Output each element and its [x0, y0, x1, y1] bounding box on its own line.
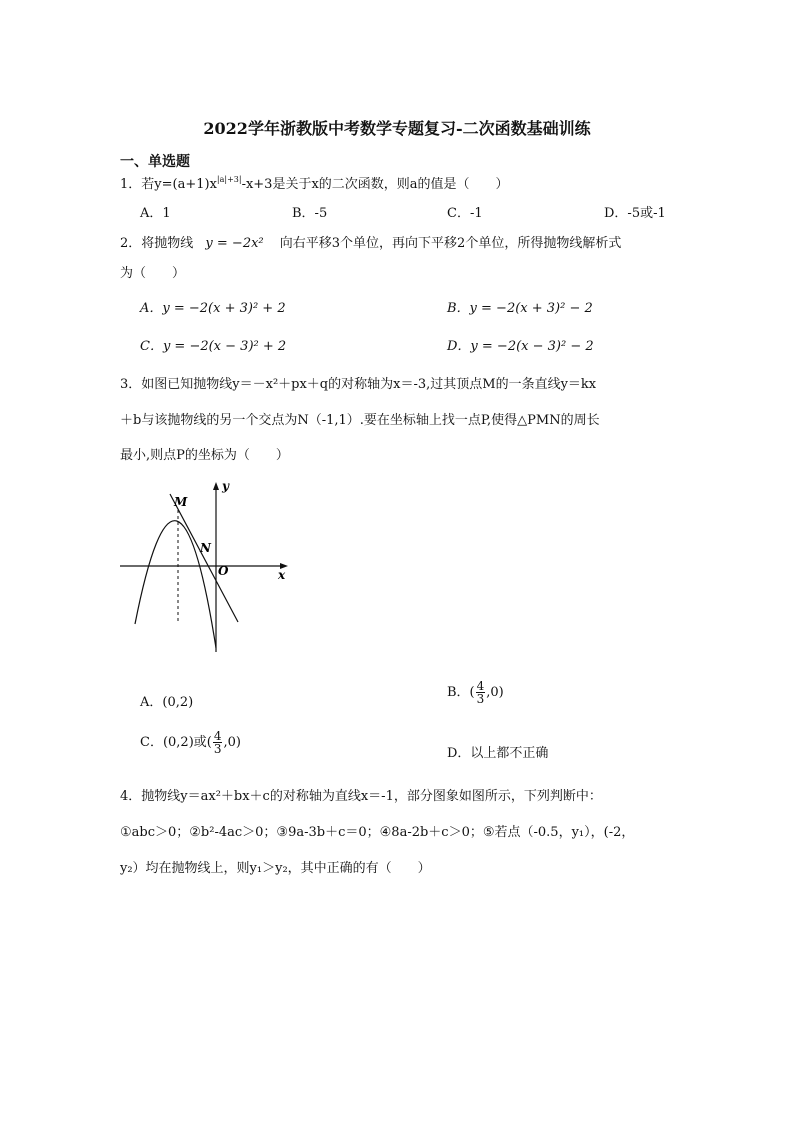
section-heading: 一、单选题: [120, 154, 190, 170]
q2-option-b[interactable]: B．y = −2(x + 3)² − 2: [447, 301, 593, 316]
question-4-line-3: y₂）均在抛物线上，则y₁＞y₂，其中正确的有（ ）: [120, 861, 431, 876]
q1-exponent: |a|+3|: [216, 175, 242, 184]
q3-label-m: M: [174, 495, 188, 509]
q1-option-d[interactable]: D．-5或-1: [604, 206, 666, 221]
q2-stem-pre: 2．将抛物线: [120, 236, 194, 251]
q1-option-c[interactable]: C．-1: [447, 206, 483, 221]
q3-option-b[interactable]: [447, 680, 504, 705]
question-2-line-2: 为（ ）: [120, 266, 186, 281]
q3-option-b-fraction: [476, 680, 486, 705]
q3-option-a[interactable]: A．(0,2): [140, 695, 194, 710]
q3-option-c-pre: C．(0,2)或(: [140, 735, 212, 750]
q3-option-b-post: ,0): [486, 685, 504, 700]
q3-label-o: O: [218, 564, 229, 578]
q1-option-b[interactable]: B．-5: [292, 206, 328, 221]
q3-option-c-fraction: [213, 730, 223, 755]
question-3-line-3: 最小,则点P的坐标为（ ）: [120, 448, 289, 463]
q3-option-b-pre: B．(: [447, 685, 475, 700]
q2-option-d[interactable]: D．y = −2(x − 3)² − 2: [447, 339, 594, 354]
q3-line-mn: [170, 494, 238, 622]
q3-graph: [118, 476, 298, 658]
q3-option-c-numerator: 4: [213, 729, 222, 743]
question-1-stem: [120, 173, 509, 192]
q3-y-axis-arrow-icon: [213, 482, 219, 490]
question-3-line-1: 3．如图已知抛物线y＝－x²＋px＋q的对称轴为x＝-3,过其顶点M的一条直线y＝kx: [120, 377, 597, 392]
q3-option-b-numerator: 4: [476, 679, 485, 693]
q3-option-c-denominator: 3: [213, 742, 222, 756]
q3-label-y: y: [222, 479, 229, 493]
page-title: 2022学年浙教版中考数学专题复习-二次函数基础训练: [203, 119, 591, 138]
q2-equation: y = −2x²: [205, 236, 264, 251]
q3-option-c[interactable]: [140, 730, 241, 755]
q1-option-a[interactable]: A．1: [140, 206, 171, 221]
q3-label-x: x: [278, 568, 286, 582]
q3-parabola: [135, 521, 216, 648]
question-4-line-2: ①abc＞0；②b²-4ac＞0；③9a-3b＋c＝0；④8a-2b＋c＞0；⑤若点（-0.5，y₁），(-2，: [120, 825, 635, 840]
q3-option-c-post: ,0): [223, 735, 241, 750]
q1-stem-pre: 1．若y=(a+1)x: [120, 177, 217, 192]
question-4-line-1: 4．抛物线y＝ax²＋bx＋c的对称轴为直线x＝-1，部分图象如图所示，下列判断中：: [120, 789, 602, 804]
q2-stem-post: 向右平移3个单位，再向下平移2个单位，所得抛物线解析式: [279, 236, 622, 251]
q3-option-b-denominator: 3: [476, 692, 485, 706]
q3-option-d[interactable]: D．以上都不正确: [447, 746, 549, 761]
q2-option-c[interactable]: C．y = −2(x − 3)² + 2: [140, 339, 287, 354]
question-3-line-2: ＋b与该抛物线的另一个交点为N（-1,1）.要在坐标轴上找一点P,使得△PMN的周长: [120, 413, 600, 428]
q1-stem-post: -x+3是关于x的二次函数，则a的值是（ ）: [241, 177, 509, 192]
q2-option-a[interactable]: A．y = −2(x + 3)² + 2: [140, 301, 286, 316]
question-2-line-1: [120, 232, 621, 251]
q3-label-n: N: [200, 541, 211, 555]
